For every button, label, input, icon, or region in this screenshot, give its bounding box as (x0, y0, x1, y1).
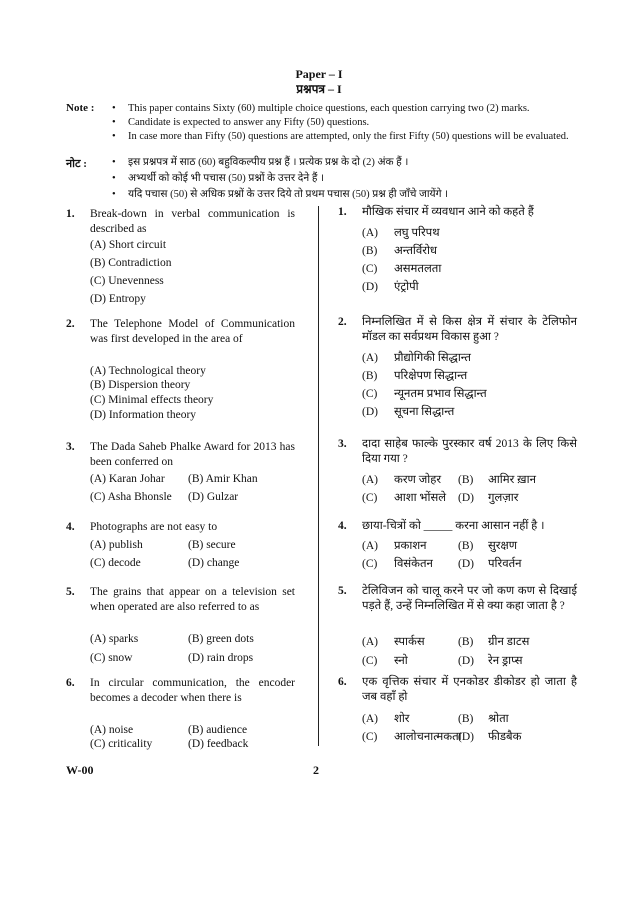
option: (B) Amir Khan (188, 473, 258, 485)
option-letter: (D) (362, 406, 378, 418)
option: फीडबैक (488, 731, 522, 743)
page-title-hindi: प्रश्नपत्र – I (296, 82, 342, 96)
option-letter: (A) (362, 636, 378, 648)
option: लघु परिपथ (394, 227, 440, 239)
option: (C) Unevenness (90, 275, 164, 287)
option: (A) noise (90, 724, 134, 736)
option: (D) feedback (188, 738, 249, 750)
option: (C) snow (90, 652, 133, 664)
option-letter: (A) (362, 227, 378, 239)
option-letter: (D) (458, 492, 474, 504)
option: न्यूनतम प्रभाव सिद्धान्त (394, 388, 487, 400)
option-letter: (D) (362, 281, 378, 293)
option: (B) secure (188, 539, 236, 551)
option-letter: (C) (362, 558, 378, 570)
option: (B) green dots (188, 633, 254, 645)
option-letter: (D) (458, 655, 474, 667)
option-letter: (A) (362, 540, 378, 552)
column-divider (318, 206, 319, 746)
option: (D) Information theory (90, 409, 197, 421)
option-letter: (B) (458, 540, 474, 552)
page-title: Paper – I (295, 67, 343, 81)
option: (D) Gulzar (188, 491, 239, 503)
option: ग्रीन डाटस (488, 636, 530, 648)
option: सूचना सिद्धान्त (394, 406, 455, 418)
option: (A) Short circuit (90, 239, 167, 251)
option: (D) Entropy (90, 293, 146, 305)
option: (A) Karan Johar (90, 473, 165, 485)
option: प्रकाशन (394, 540, 427, 552)
option: अन्तर्विरोध (394, 245, 438, 257)
option-letter: (C) (362, 388, 378, 400)
option: स्नो (394, 655, 408, 667)
option-letter: (C) (362, 655, 378, 667)
option: एंट्रोपी (394, 281, 419, 293)
option: परिवर्तन (488, 558, 522, 570)
option: असमतलता (394, 263, 442, 275)
option-letter: (D) (458, 558, 474, 570)
note-label-hindi: नोट : (66, 158, 87, 170)
option: प्रौद्योगिकी सिद्धान्त (394, 352, 471, 364)
option-letter: (B) (458, 713, 474, 725)
option-letter: (C) (362, 263, 378, 275)
option: विसंकेतन (394, 558, 433, 570)
option: श्रोता (488, 713, 509, 725)
option-letter: (C) (362, 731, 378, 743)
option-letter: (B) (458, 474, 474, 486)
option: सुरक्षण (488, 540, 518, 552)
option: (C) Asha Bhonsle (90, 491, 172, 503)
page-number: 2 (313, 763, 319, 777)
option: (B) Contradiction (90, 257, 172, 269)
option: आलोचनात्मकता (394, 731, 462, 743)
option-letter: (A) (362, 352, 378, 364)
option-letter: (B) (362, 245, 378, 257)
note-label: Note : (66, 102, 95, 114)
option: (A) Technological theory (90, 365, 206, 377)
option: आमिर ख़ान (488, 474, 536, 486)
option-letter: (B) (362, 370, 378, 382)
option: (C) Minimal effects theory (90, 394, 214, 406)
option: (D) rain drops (188, 652, 254, 664)
option-letter: (C) (362, 492, 378, 504)
option: करण जोहर (394, 474, 442, 486)
option: (A) publish (90, 539, 143, 551)
option: स्पार्कस (394, 636, 425, 648)
option: रेन ड्राप्स (488, 655, 523, 667)
option: (D) change (188, 557, 240, 569)
option: गुलज़ार (488, 492, 519, 504)
option: (C) decode (90, 557, 141, 569)
option-letter: (B) (458, 636, 474, 648)
option: परिक्षेपण सिद्धान्त (394, 370, 468, 382)
option: (B) Dispersion theory (90, 379, 191, 391)
paper-code: W-00 (66, 763, 94, 777)
option: आशा भोंसले (394, 492, 447, 504)
option: शोर (394, 713, 410, 725)
option-letter: (A) (362, 474, 378, 486)
option: (B) audience (188, 724, 248, 736)
option-letter: (D) (458, 731, 474, 743)
option-letter: (A) (362, 713, 378, 725)
option: (A) sparks (90, 633, 139, 645)
option: (C) criticality (90, 738, 153, 750)
